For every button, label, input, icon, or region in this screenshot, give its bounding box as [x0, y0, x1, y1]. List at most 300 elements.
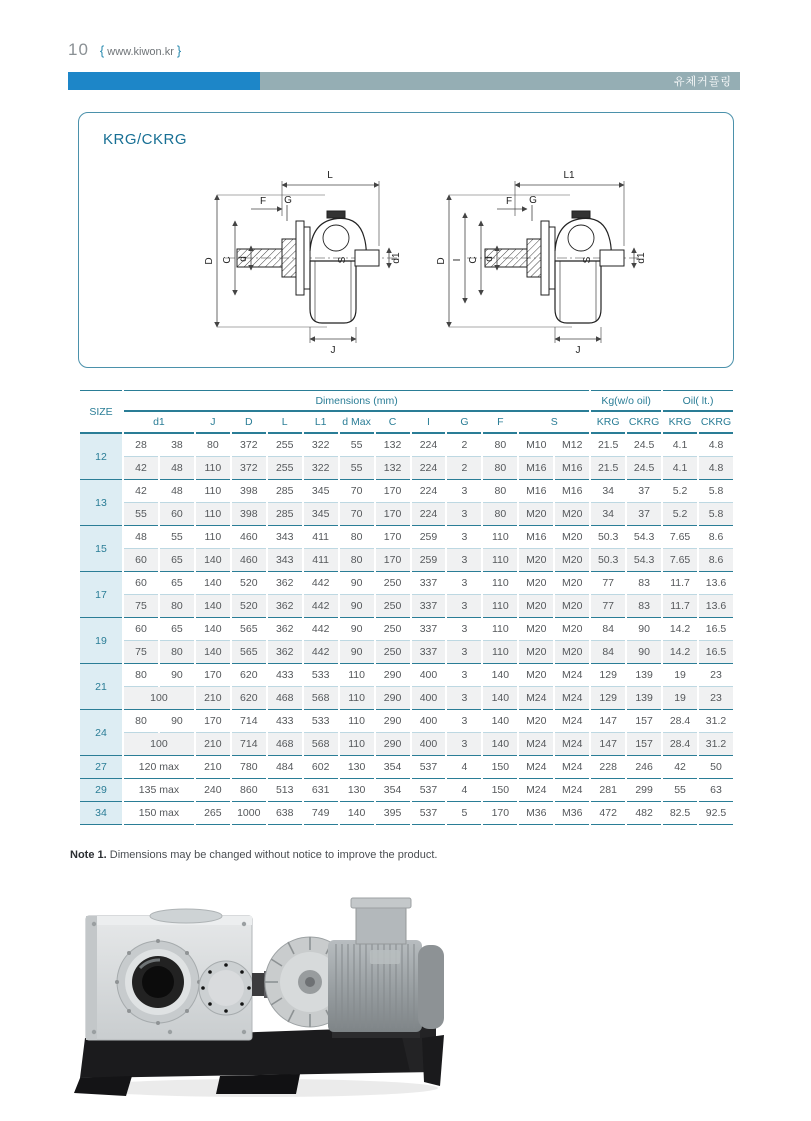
table-cell: 210	[196, 733, 230, 756]
table-cell: M20	[519, 710, 553, 733]
table-cell: 16.5	[699, 641, 733, 664]
col-header-C: C	[376, 412, 410, 434]
table-cell: 281	[591, 779, 625, 802]
table-cell: 520	[232, 572, 266, 595]
table-row	[80, 480, 733, 503]
table-cell: 8.6	[699, 526, 733, 549]
table-cell: 224	[412, 457, 446, 480]
table-cell: 90	[340, 572, 374, 595]
dimensions-table	[78, 390, 735, 825]
table-cell: 337	[412, 618, 446, 641]
table-cell: 80	[483, 457, 517, 480]
table-cell: 170	[376, 549, 410, 572]
product-photo-svg	[70, 888, 450, 1103]
table-cell: 140	[196, 641, 230, 664]
table-cell: 55	[663, 779, 697, 802]
table-cell: 565	[232, 618, 266, 641]
table-cell: 70	[340, 480, 374, 503]
table-cell: 60	[124, 572, 158, 595]
table-row	[80, 641, 733, 664]
table-cell: 468	[268, 687, 302, 710]
table-cell: 460	[232, 526, 266, 549]
table-row	[80, 434, 733, 457]
table-cell: 90	[627, 641, 661, 664]
table-cell: 3	[447, 503, 481, 526]
table-cell: 90	[160, 710, 194, 733]
krg-drawing	[187, 161, 417, 361]
table-cell: 337	[412, 572, 446, 595]
table-cell: 80	[160, 595, 194, 618]
size-cell: 15	[80, 526, 122, 572]
table-cell: 16.5	[699, 618, 733, 641]
table-cell: M36	[519, 802, 553, 825]
table-cell: 433	[268, 710, 302, 733]
table-cell: 3	[447, 687, 481, 710]
table-cell: 398	[232, 480, 266, 503]
table-cell: 37	[627, 480, 661, 503]
table-cell: 3	[447, 595, 481, 618]
table-row	[80, 710, 733, 733]
table-cell: 63	[699, 779, 733, 802]
table-cell: 90	[340, 595, 374, 618]
table-cell: 50.3	[591, 526, 625, 549]
table-cell: 130	[340, 779, 374, 802]
product-photo	[70, 888, 450, 1108]
table-cell: 568	[304, 687, 338, 710]
table-cell: 537	[412, 802, 446, 825]
table-cell: M20	[519, 549, 553, 572]
dim-label-L: L	[327, 170, 333, 181]
table-cell: 442	[304, 641, 338, 664]
col-header-d1: d1	[124, 412, 194, 434]
table-row	[80, 664, 733, 687]
table-cell: M12	[555, 434, 589, 457]
table-cell: 28.4	[663, 733, 697, 756]
table-cell: 714	[232, 733, 266, 756]
table-cell: 620	[232, 687, 266, 710]
table-cell: 170	[376, 503, 410, 526]
dim-label-C: C	[222, 256, 233, 264]
col-header-L1: L1	[304, 412, 338, 434]
table-cell: 250	[376, 618, 410, 641]
table-cell: 34	[591, 480, 625, 503]
page-number: 10	[68, 40, 89, 59]
dim-label-G: G	[284, 195, 292, 206]
col-header-krg-oil: KRG	[663, 412, 697, 434]
table-cell: 246	[627, 756, 661, 779]
table-cell: 110	[483, 641, 517, 664]
dim-label-L1: L1	[563, 170, 575, 181]
table-cell: 3	[447, 480, 481, 503]
table-cell: 3	[447, 549, 481, 572]
dim-label-S: S	[582, 256, 593, 264]
table-cell: 90	[340, 641, 374, 664]
table-cell: M16	[555, 457, 589, 480]
dim-label-I: I	[452, 258, 463, 262]
table-cell: 147	[591, 710, 625, 733]
table-cell: 400	[412, 733, 446, 756]
dim-label-C: C	[468, 256, 479, 264]
table-cell: 140	[196, 595, 230, 618]
table-cell: 1000	[232, 802, 266, 825]
table-cell: 290	[376, 710, 410, 733]
table-cell: 362	[268, 595, 302, 618]
table-cell: M20	[519, 595, 553, 618]
table-cell: 55	[124, 503, 158, 526]
table-cell: 34	[591, 503, 625, 526]
table-cell: 337	[412, 641, 446, 664]
table-cell: 8.6	[699, 549, 733, 572]
table-cell: 362	[268, 572, 302, 595]
size-cell: 34	[80, 802, 122, 825]
table-cell: 442	[304, 618, 338, 641]
table-cell: 372	[232, 434, 266, 457]
table-cell: 140	[483, 664, 517, 687]
table-cell: 265	[196, 802, 230, 825]
table-cell: 250	[376, 641, 410, 664]
table-cell: 3	[447, 641, 481, 664]
col-header-size: SIZE	[80, 390, 122, 434]
table-cell: 345	[304, 480, 338, 503]
table-cell: M16	[519, 457, 553, 480]
table-cell: 19	[663, 687, 697, 710]
col-header-ckrg-kg: CKRG	[627, 412, 661, 434]
table-cell: 631	[304, 779, 338, 802]
table-cell: 38	[160, 434, 194, 457]
table-row	[80, 687, 733, 710]
table-cell: 224	[412, 503, 446, 526]
size-cell: 21	[80, 664, 122, 710]
table-cell: 48	[160, 480, 194, 503]
table-cell: 90	[627, 618, 661, 641]
table-cell: 65	[160, 618, 194, 641]
table-cell: M16	[555, 480, 589, 503]
table-cell: 82.5	[663, 802, 697, 825]
col-header-S: S	[519, 412, 589, 434]
table-cell: 460	[232, 549, 266, 572]
section-bar-accent	[68, 72, 260, 90]
table-cell: 299	[627, 779, 661, 802]
note	[70, 849, 437, 861]
table-row	[80, 802, 733, 825]
size-cell: 17	[80, 572, 122, 618]
table-cell: 129	[591, 664, 625, 687]
col-group-dimensions: Dimensions (mm)	[124, 390, 589, 412]
dimensions-table-wrap	[78, 390, 735, 825]
col-header-F: F	[483, 412, 517, 434]
table-cell: 400	[412, 710, 446, 733]
table-cell: 54.3	[627, 549, 661, 572]
table-cell: 50	[699, 756, 733, 779]
table-cell: 224	[412, 434, 446, 457]
table-cell: 48	[160, 457, 194, 480]
table-cell: M20	[555, 526, 589, 549]
table-row	[80, 733, 733, 756]
table-cell: 250	[376, 595, 410, 618]
table-cell: 354	[376, 756, 410, 779]
table-cell: 484	[268, 756, 302, 779]
table-cell: 50.3	[591, 549, 625, 572]
table-cell: 75	[124, 641, 158, 664]
table-cell: 42	[124, 457, 158, 480]
table-cell: 129	[591, 687, 625, 710]
table-cell: 14.2	[663, 618, 697, 641]
table-cell: 433	[268, 664, 302, 687]
table-cell: 250	[376, 572, 410, 595]
size-cell: 27	[80, 756, 122, 779]
table-cell: 4	[447, 756, 481, 779]
table-cell: 3	[447, 710, 481, 733]
table-cell: M20	[555, 549, 589, 572]
table-cell: 468	[268, 733, 302, 756]
table-cell: 77	[591, 595, 625, 618]
table-cell: 714	[232, 710, 266, 733]
table-cell: 322	[304, 434, 338, 457]
table-cell: 28.4	[663, 710, 697, 733]
table-cell: 92.5	[699, 802, 733, 825]
table-cell: 48	[124, 526, 158, 549]
table-subheader-row	[80, 412, 733, 434]
table-cell: 4	[447, 779, 481, 802]
table-cell: 84	[591, 618, 625, 641]
table-cell: 13.6	[699, 572, 733, 595]
table-cell: 150	[483, 756, 517, 779]
table-cell: M20	[555, 595, 589, 618]
table-cell: 60	[124, 618, 158, 641]
table-cell: 2	[447, 457, 481, 480]
table-cell: 290	[376, 687, 410, 710]
size-cell: 13	[80, 480, 122, 526]
table-cell: 55	[160, 526, 194, 549]
section-bar	[68, 72, 740, 90]
table-cell: 5.2	[663, 503, 697, 526]
table-cell: 520	[232, 595, 266, 618]
table-cell: 255	[268, 434, 302, 457]
table-cell: 170	[196, 664, 230, 687]
table-cell: 100	[124, 687, 194, 710]
table-cell: 23	[699, 687, 733, 710]
table-cell: 513	[268, 779, 302, 802]
table-cell: 31.2	[699, 733, 733, 756]
dim-label-D: D	[204, 257, 215, 265]
table-cell: 54.3	[627, 526, 661, 549]
table-cell: 23	[699, 664, 733, 687]
table-head	[80, 390, 733, 434]
table-cell: 65	[160, 572, 194, 595]
dim-label-F: F	[505, 196, 513, 207]
table-cell: 210	[196, 687, 230, 710]
table-cell: 4.8	[699, 457, 733, 480]
table-cell: 259	[412, 549, 446, 572]
table-cell: 80	[124, 664, 158, 687]
table-cell: 5.8	[699, 503, 733, 526]
table-cell: M20	[519, 572, 553, 595]
table-cell: 3	[447, 733, 481, 756]
site-url	[97, 43, 184, 58]
col-group-oil: Oil( lt.)	[663, 390, 733, 412]
size-cell: 29	[80, 779, 122, 802]
table-cell: 150 max	[124, 802, 194, 825]
table-cell: 75	[124, 595, 158, 618]
table-cell: 7.65	[663, 526, 697, 549]
table-cell: 638	[268, 802, 302, 825]
table-row	[80, 457, 733, 480]
table-cell: 362	[268, 641, 302, 664]
dim-label-d: d	[238, 256, 249, 262]
table-cell: 157	[627, 710, 661, 733]
table-body	[80, 434, 733, 825]
table-cell: 11.7	[663, 595, 697, 618]
table-row	[80, 572, 733, 595]
table-cell: 259	[412, 526, 446, 549]
krg-drawing-svg	[187, 161, 417, 356]
table-cell: 620	[232, 664, 266, 687]
table-cell: M24	[519, 756, 553, 779]
table-row	[80, 526, 733, 549]
table-cell: 147	[591, 733, 625, 756]
table-cell: 42	[663, 756, 697, 779]
table-cell: 4.1	[663, 434, 697, 457]
table-cell: 224	[412, 480, 446, 503]
col-header-D: D	[232, 412, 266, 434]
table-cell: 255	[268, 457, 302, 480]
table-cell: 537	[412, 779, 446, 802]
table-cell: 395	[376, 802, 410, 825]
table-cell: 3	[447, 572, 481, 595]
dim-label-D: D	[436, 257, 447, 265]
table-cell: M20	[519, 664, 553, 687]
table-cell: 84	[591, 641, 625, 664]
table-cell: 110	[340, 710, 374, 733]
table-cell: 210	[196, 756, 230, 779]
table-cell: 140	[483, 710, 517, 733]
table-cell: 90	[340, 618, 374, 641]
table-cell: 140	[196, 618, 230, 641]
table-cell: M24	[555, 756, 589, 779]
table-cell: 140	[483, 733, 517, 756]
table-cell: 24.5	[627, 434, 661, 457]
table-cell: 110	[196, 457, 230, 480]
table-cell: 140	[196, 549, 230, 572]
table-cell: 139	[627, 687, 661, 710]
table-group-header-row	[80, 390, 733, 412]
table-row	[80, 503, 733, 526]
table-cell: 343	[268, 526, 302, 549]
table-cell: 170	[376, 480, 410, 503]
col-header-G: G	[447, 412, 481, 434]
table-cell: 398	[232, 503, 266, 526]
table-cell: 285	[268, 503, 302, 526]
col-header-dmax: d Max	[340, 412, 374, 434]
table-cell: 537	[412, 756, 446, 779]
dim-label-d1: d1	[391, 252, 402, 264]
table-cell: 290	[376, 664, 410, 687]
table-cell: M24	[555, 779, 589, 802]
table-cell: 602	[304, 756, 338, 779]
table-cell: 2	[447, 434, 481, 457]
table-cell: 80	[196, 434, 230, 457]
table-cell: 31.2	[699, 710, 733, 733]
note-label: Note 1.	[70, 849, 107, 861]
table-cell: 322	[304, 457, 338, 480]
table-row	[80, 618, 733, 641]
dim-label-J: J	[575, 345, 581, 356]
table-cell: 132	[376, 434, 410, 457]
table-cell: 70	[340, 503, 374, 526]
table-cell: 110	[196, 503, 230, 526]
table-cell: M24	[555, 664, 589, 687]
table-cell: 565	[232, 641, 266, 664]
table-cell: 285	[268, 480, 302, 503]
table-cell: 55	[340, 434, 374, 457]
table-cell: 4.1	[663, 457, 697, 480]
table-cell: 157	[627, 733, 661, 756]
table-row	[80, 779, 733, 802]
table-row	[80, 756, 733, 779]
table-cell: 55	[340, 457, 374, 480]
table-cell: 110	[340, 687, 374, 710]
table-cell: 90	[160, 664, 194, 687]
table-cell: 60	[160, 503, 194, 526]
table-row	[80, 549, 733, 572]
table-cell: 110	[196, 526, 230, 549]
col-header-I: I	[412, 412, 446, 434]
table-cell: 7.65	[663, 549, 697, 572]
table-cell: M24	[519, 779, 553, 802]
table-cell: 110	[483, 549, 517, 572]
table-cell: 110	[340, 733, 374, 756]
table-cell: 120 max	[124, 756, 194, 779]
table-cell: 132	[376, 457, 410, 480]
dim-label-d1: d1	[636, 252, 647, 264]
table-cell: M20	[555, 618, 589, 641]
table-cell: 21.5	[591, 457, 625, 480]
table-cell: 362	[268, 618, 302, 641]
size-cell: 24	[80, 710, 122, 756]
table-cell: 80	[124, 710, 158, 733]
table-cell: 42	[124, 480, 158, 503]
table-cell: 568	[304, 733, 338, 756]
table-cell: 749	[304, 802, 338, 825]
brace-left: {	[99, 43, 105, 58]
table-cell: 140	[483, 687, 517, 710]
dim-label-d: d	[484, 256, 495, 262]
table-cell: 24.5	[627, 457, 661, 480]
table-cell: 110	[483, 526, 517, 549]
table-cell: 228	[591, 756, 625, 779]
table-cell: 110	[340, 664, 374, 687]
table-cell: 100	[124, 733, 194, 756]
table-cell: 170	[483, 802, 517, 825]
table-cell: M24	[555, 710, 589, 733]
table-cell: 3	[447, 526, 481, 549]
table-cell: M16	[519, 480, 553, 503]
table-cell: 110	[483, 572, 517, 595]
table-cell: 80	[483, 434, 517, 457]
table-cell: 19	[663, 664, 697, 687]
table-cell: 140	[340, 802, 374, 825]
table-cell: M20	[519, 641, 553, 664]
table-cell: M20	[519, 503, 553, 526]
table-cell: 80	[340, 526, 374, 549]
table-cell: 343	[268, 549, 302, 572]
table-cell: 400	[412, 664, 446, 687]
note-text: Dimensions may be changed without notice to improve the product.	[106, 849, 438, 861]
table-cell: M24	[555, 687, 589, 710]
table-cell: 14.2	[663, 641, 697, 664]
dim-label-S: S	[337, 256, 348, 264]
table-row	[80, 595, 733, 618]
